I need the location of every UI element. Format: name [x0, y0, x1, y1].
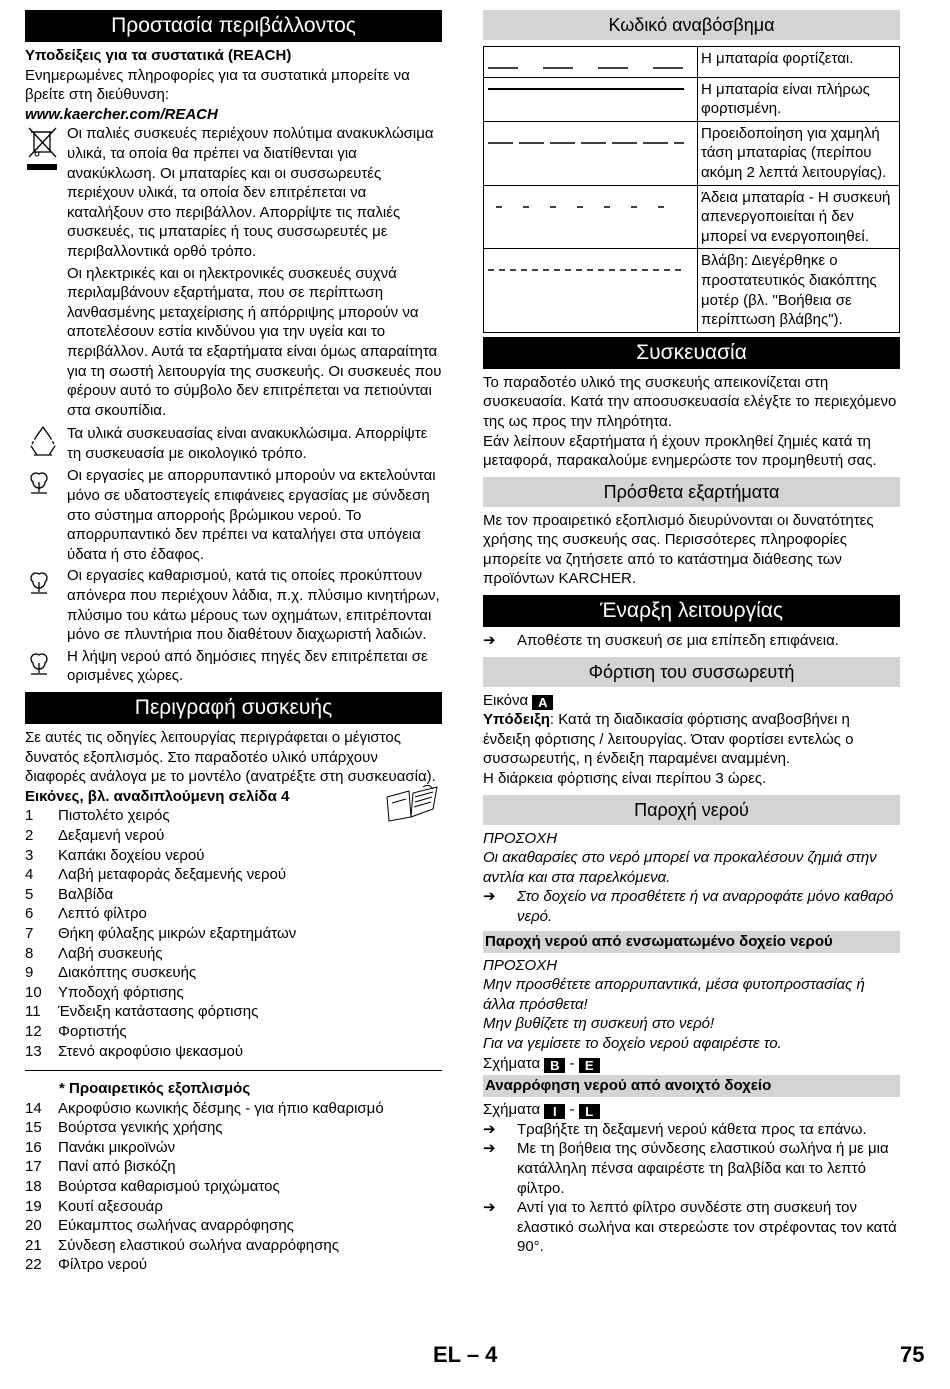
figure-l-badge: L [579, 1104, 600, 1119]
list-item [25, 983, 442, 1003]
right-column [483, 8, 900, 1257]
item-label: Καπάκι δοχείου νερού [58, 846, 205, 864]
item-number: 5 [25, 885, 34, 903]
recycle-icon [25, 424, 67, 463]
item-label: Σύνδεση ελαστικού σωλήνα αναρρόφησης [58, 1236, 339, 1254]
oil-text-3: Η λήψη νερού από δημόσιες πηγές δεν επιτρέπεται σε ορισμένες χώρες. [67, 647, 428, 685]
list-item [25, 944, 442, 964]
figures-ref: Σχήματα I - L [483, 1100, 900, 1120]
blink-code-table [483, 46, 900, 333]
arrow-icon: ➔ [483, 888, 496, 906]
figures-title: Εικόνες, βλ. αναδιπλούμενη σελίδα 4 [25, 787, 290, 805]
figure-a-badge: A [532, 695, 553, 710]
item-label: Ακροφύσιο κωνικής δέσμης - για ήπιο καθαρισμό [58, 1099, 384, 1117]
item-label: Βαλβίδα [58, 885, 114, 903]
section-label: EL – 4 [433, 1342, 498, 1367]
packaging-heading: Συσκευασία [483, 337, 900, 369]
item-label: Εύκαμπτος σωλήνας αναρρόφησης [58, 1217, 294, 1235]
item-label: Πανί από βισκόζη [58, 1158, 176, 1176]
oil-block-2 [25, 566, 442, 644]
list-item [25, 1236, 442, 1256]
item-label: Λαβή συσκευής [58, 944, 163, 962]
optional-parts-list [25, 1099, 442, 1275]
item-number: 12 [25, 1022, 42, 1040]
tank-supply-heading: Παροχή νερού από ενσωματωμένο δοχείο νερού [483, 931, 900, 953]
caution-step-text: Στο δοχείο να προσθέτετε ή να αναρροφάτε μόνο καθαρό νερό. [517, 888, 894, 925]
item-number: 22 [25, 1256, 42, 1274]
recycle-text: Τα υλικά συσκευασίας είναι ανακυκλώσιμα. Απορρίψτε τη συσκευασία με οικολογικό τρόπο. [67, 425, 428, 462]
item-label: Πιστολέτο χειρός [58, 807, 170, 825]
arrow-icon: ➔ [483, 1140, 496, 1158]
open-step-text: Με τη βοήθεια της σύνδεσης ελαστικού σωλήνα ή με μια κατάλληλη πένσα αφαιρέστε τη βαλβίδα και το λεπτό φίλτρο. [517, 1140, 889, 1197]
description-heading: Περιγραφή συσκευής [25, 692, 442, 724]
list-item [25, 1118, 442, 1138]
blink-pattern-very-fast [484, 249, 698, 332]
oil-block-1 [25, 466, 442, 564]
start-step-text: Αποθέστε τη συσκευή σε μια επίπεδη επιφάνεια. [517, 632, 839, 650]
item-number: 10 [25, 983, 42, 1001]
accessories-text: Με τον προαιρετικό εξοπλισμό διευρύνονται οι δυνατότητες χρήσης της συσκευής σας. Περισσότερες πληροφορίες μπορείτε να ζητήσετε από το κατάστημα διάθεσης των προϊόντων KARCHER. [483, 511, 874, 588]
item-number: 6 [25, 905, 34, 923]
reach-title: Υποδείξεις για τα συστατικά (REACH) [25, 47, 292, 64]
item-label: Βούρτσα καθαρισμού τριχώματος [58, 1178, 280, 1196]
tree-icon [25, 566, 67, 644]
tree-icon [25, 647, 67, 686]
item-number: 8 [25, 944, 34, 962]
item-number: 13 [25, 1042, 42, 1060]
figure-ref [483, 691, 900, 711]
blink-description: Η μπαταρία φορτίζεται. [698, 47, 900, 78]
item-label: Λαβή μεταφοράς δεξαμενής νερού [58, 866, 287, 884]
weee-text-2: Οι ηλεκτρικές και οι ηλεκτρονικές συσκευές συχνά περιλαμβάνουν εξαρτήματα, που σε περίπτωση λανθασμένης μεταχείρισης ή απόρριψης μπορούν να αποτελέσουν εστία κινδύνου για την υγεία και το περιβάλλον. Αυτά τα εξαρτήματα είναι όμως απαραίτητα για τη σωστή λειτουργία της συσκευής. Οι συσκευές που φέρουν αυτό το σύμβολο δεν επιτρέπεται να πετιούνται στα σκουπίδια. [67, 264, 442, 419]
figures-ref: Σχήματα B - E [483, 1054, 900, 1074]
list-item [25, 1216, 442, 1236]
blink-pattern-steady [484, 77, 698, 121]
item-number: 1 [25, 807, 34, 825]
packaging-text-2: Εάν λείπουν εξαρτήματα ή έχουν προκληθεί ζημιές κατά τη μεταφορά, παρακαλούμε ενημερώστε τον προμηθευτή σας. [483, 432, 877, 470]
item-label: Διακόπτης συσκευής [58, 964, 197, 982]
item-label: Λεπτό φίλτρο [58, 905, 147, 923]
item-number: 14 [25, 1099, 42, 1117]
item-label: Πανάκι μικροϊνών [58, 1138, 176, 1156]
figure-i-badge: I [544, 1104, 565, 1119]
item-number: 16 [25, 1138, 42, 1156]
item-number: 9 [25, 964, 34, 982]
table-row [484, 185, 900, 249]
list-item [25, 846, 442, 866]
item-number: 17 [25, 1158, 42, 1176]
caution-text: Οι ακαθαρσίες στο νερό μπορεί να προκαλέσουν ζημιά στην αντλία και στα παρελκόμενα. [483, 849, 877, 886]
figure-label: Εικόνα [483, 691, 529, 709]
list-item [25, 963, 442, 983]
list-item [25, 1022, 442, 1042]
page-number: 75 [900, 1342, 925, 1367]
list-item [25, 806, 442, 826]
item-number: 2 [25, 826, 34, 844]
note-label: Υπόδειξη [483, 711, 550, 729]
packaging-text: Το παραδοτέο υλικό της συσκευής απεικονίζεται στη συσκευασία. Κατά την αποσυσκευασία ελέγξτε το περιεχόμενο της ως προς την πληρότητα. [483, 373, 897, 430]
charging-time: Η διάρκεια φόρτισης είναι περίπου 3 ώρες. [483, 770, 767, 788]
item-label: Δεξαμενή νερού [58, 826, 165, 844]
blink-pattern-slow [484, 47, 698, 78]
table-row [484, 121, 900, 185]
charging-note [483, 710, 900, 769]
open-step-text: Τραβήξτε τη δεξαμενή νερού κάθετα προς τα επάνω. [517, 1120, 867, 1138]
recycle-block [25, 424, 442, 463]
blink-pattern-fast [484, 185, 698, 249]
water-supply-heading: Παροχή νερού [483, 795, 900, 825]
open-step [483, 1139, 900, 1198]
table-row [484, 77, 900, 121]
caution-line: Μην βυθίζετε τη συσκευή στο νερό! [483, 1015, 715, 1033]
item-label: Ένδειξη κατάστασης φόρτισης [58, 1003, 259, 1021]
item-label: Φορτιστής [58, 1022, 127, 1040]
blink-code-heading: Κωδικό αναβόσβημα [483, 10, 900, 40]
item-number: 21 [25, 1236, 42, 1254]
list-item [25, 1138, 442, 1158]
list-item [25, 1099, 442, 1119]
arrow-icon: ➔ [483, 1120, 496, 1138]
charging-heading: Φόρτιση του συσσωρευτή [483, 657, 900, 687]
start-step [483, 631, 900, 651]
item-label: Στενό ακροφύσιο ψεκασμού [58, 1042, 244, 1060]
item-label: Υποδοχή φόρτισης [58, 983, 184, 1001]
item-label: Βούρτσα γενικής χρήσης [58, 1119, 223, 1137]
reach-text: Ενημερωμένες πληροφορίες για τα συστατικά μπορείτε να βρείτε στη διεύθυνση: [25, 66, 410, 104]
item-number: 11 [25, 1003, 41, 1021]
note-text: : Κατά τη διαδικασία φόρτισης αναβοσβήνει η ένδειξη φόρτισης / λειτουργίας. Όταν φορτίσει εντελώς ο συσσωρευτής, η ένδειξη παραμένει αναμμένη. [483, 711, 854, 768]
item-number: 15 [25, 1119, 42, 1137]
oil-text-1: Οι εργασίες με απορρυπαντικό μπορούν να εκτελούνται μόνο σε υδατοστεγείς επιφάνειες εργασίας με σύνδεση στο σύστημα απορροής βρώμικου νερού. Το απορρυπαντικό δεν πρέπει να καταλήγει στα υπόγεια ύδατα ή στο έδαφος. [67, 467, 436, 563]
open-step [483, 1198, 900, 1257]
oil-text-2: Οι εργασίες καθαρισμού, κατά τις οποίες προκύπτουν απόνερα που περιέχουν λάδια, π.χ. πλύσιμο κινητήρων, πλύσιμο του κάτω μέρους των οχημάτων, επιτρέπονται μόνο σε πλυντήρια που διαθέτουν διαχωριστή λαδιών. [67, 567, 440, 644]
oil-block-3 [25, 647, 442, 686]
list-item [25, 924, 442, 944]
open-step-text: Αντί για το λεπτό φίλτρο συνδέστε στη συσκευή τον ελαστικό σωλήνα και στερεώστε τον στρέφοντας τον κατά 90°. [517, 1199, 897, 1256]
blink-description: Προειδοποίηση για χαμηλή τάση μπαταρίας (περίπου ακόμη 2 λεπτά λειτουργίας). [698, 121, 900, 185]
weee-block [25, 124, 442, 261]
arrow-icon: ➔ [483, 632, 496, 650]
list-item [25, 1042, 442, 1062]
caution-line: Μην προσθέτετε απορρυπαντικά, μέσα φυτοπροστασίας ή άλλα πρόσθετα! [483, 976, 865, 1013]
crossed-bin-icon [25, 124, 67, 261]
divider [25, 1070, 442, 1071]
fold-out-page-icon [383, 783, 441, 829]
list-item [25, 1157, 442, 1177]
caution-line: Για να γεμίσετε το δοχείο νερού αφαιρέστε το. [483, 1034, 782, 1052]
caution-title: ΠΡΟΣΟΧΗ [483, 829, 558, 847]
arrow-icon: ➔ [483, 1199, 496, 1217]
environment-heading: Προστασία περιβάλλοντος [25, 10, 442, 42]
list-item [25, 1255, 442, 1275]
item-number: 20 [25, 1217, 42, 1235]
left-column [25, 8, 442, 1275]
item-number: 18 [25, 1178, 42, 1196]
item-label: Κουτί αξεσουάρ [58, 1197, 163, 1215]
tree-icon [25, 466, 67, 564]
figures-label: Σχήματα [483, 1101, 541, 1119]
start-up-heading: Έναρξη λειτουργίας [483, 595, 900, 627]
optional-title: * Προαιρετικός εξοπλισμός [59, 1080, 251, 1098]
item-label: Φίλτρο νερού [58, 1256, 148, 1274]
accessories-heading: Πρόσθετα εξαρτήματα [483, 477, 900, 507]
list-item [25, 826, 442, 846]
figure-e-badge: E [579, 1058, 600, 1073]
item-number: 7 [25, 924, 34, 942]
list-item [25, 1177, 442, 1197]
item-label: Θήκη φύλαξης μικρών εξαρτημάτων [58, 924, 297, 942]
reach-url: www.kaercher.com/REACH [25, 105, 218, 123]
list-item [25, 885, 442, 905]
figures-label: Σχήματα [483, 1054, 541, 1072]
parts-list [25, 806, 442, 1061]
open-step [483, 1120, 900, 1140]
weee-text: Οι παλιές συσκευές περιέχουν πολύτιμα ανακυκλώσιμα υλικά, τα οποία θα πρέπει να διατίθενται για ανακύκλωση. Οι μπαταρίες και οι συσσωρευτές περιέχουν υλικά, τα οποία δεν επιτρέπεται να καταλήξουν στο περιβάλλον. Απορρίψτε τις παλιές συσκευές, τις μπαταρίες ή τους συσσωρευτές με περιβαλλοντικά ορθό τρόπο. [67, 125, 434, 260]
list-item [25, 1197, 442, 1217]
blink-pattern-medium [484, 121, 698, 185]
item-number: 3 [25, 846, 34, 864]
list-item [25, 1002, 442, 1022]
table-row [484, 47, 900, 78]
blink-description: Βλάβη: Διεγέρθηκε ο προστατευτικός διακόπτης μοτέρ (βλ. "Βοήθεια σε περίπτωση βλάβης"). [698, 249, 900, 332]
item-number: 19 [25, 1197, 42, 1215]
list-item [25, 904, 442, 924]
item-number: 4 [25, 866, 34, 884]
list-item [25, 865, 442, 885]
caution-title: ΠΡΟΣΟΧΗ [483, 956, 558, 974]
blink-description: Άδεια μπαταρία - Η συσκευή απενεργοποιείται ή δεν μπορεί να ενεργοποιηθεί. [698, 185, 900, 249]
description-text: Σε αυτές τις οδηγίες λειτουργίας περιγράφεται ο μέγιστος δυνατός εξοπλισμός. Στο παραδοτέο υλικό υπάρχουν διαφορές ανάλογα με το μοντέλο (ανατρέξτε στη συσκευασία). [25, 729, 436, 786]
open-container-heading: Αναρρόφηση νερού από ανοιχτό δοχείο [483, 1075, 900, 1097]
table-row [484, 249, 900, 332]
caution-step [483, 887, 900, 926]
blink-description: Η μπαταρία είναι πλήρως φορτισμένη. [698, 77, 900, 121]
figure-b-badge: B [544, 1058, 565, 1073]
